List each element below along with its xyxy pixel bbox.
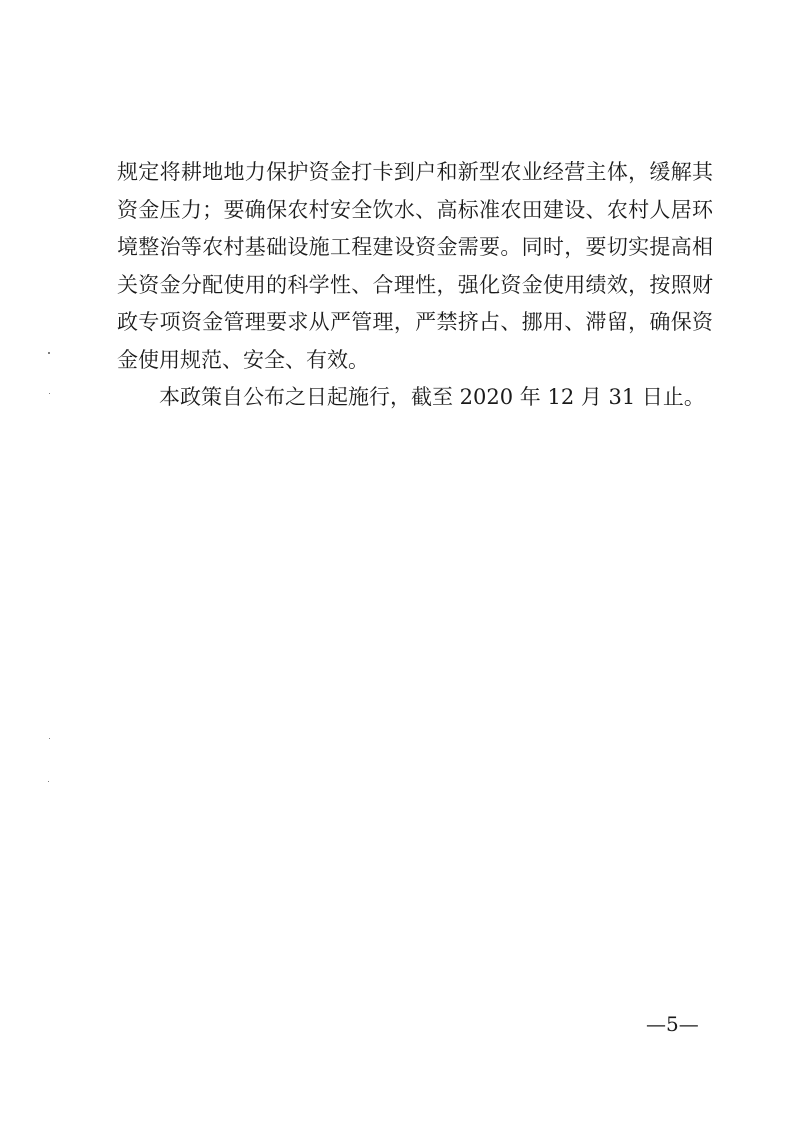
paragraph1-line-5: 政专项资金管理要求从严管理，严禁挤占、挪用、滞留，确保资 <box>117 310 713 334</box>
document-body <box>117 154 713 417</box>
paragraph1-line-1: 规定将耕地地力保护资金打卡到户和新型农业经营主体，缓解其 <box>117 160 713 184</box>
paragraph1-line-2: 资金压力；要确保农村安全饮水、高标准农田建设、农村人居环 <box>117 197 713 222</box>
paragraph1-line-3: 境整治等农村基础设施工程建设资金需要。同时，要切实提高相 <box>117 235 713 259</box>
scan-speck <box>48 352 50 354</box>
scan-speck <box>49 738 50 739</box>
effective-date-paragraph: 本政策自公布之日起施行，截至 2020 年 12 月 31 日止。 <box>159 385 705 409</box>
page-number: —5— <box>646 1012 699 1036</box>
scan-speck <box>48 781 49 782</box>
paragraph1-line-6: 金使用规范、安全、有效。 <box>117 347 369 372</box>
paragraph1-line-4: 关资金分配使用的科学性、合理性，强化资金使用绩效，按照财 <box>117 272 713 297</box>
scan-speck <box>49 393 50 394</box>
